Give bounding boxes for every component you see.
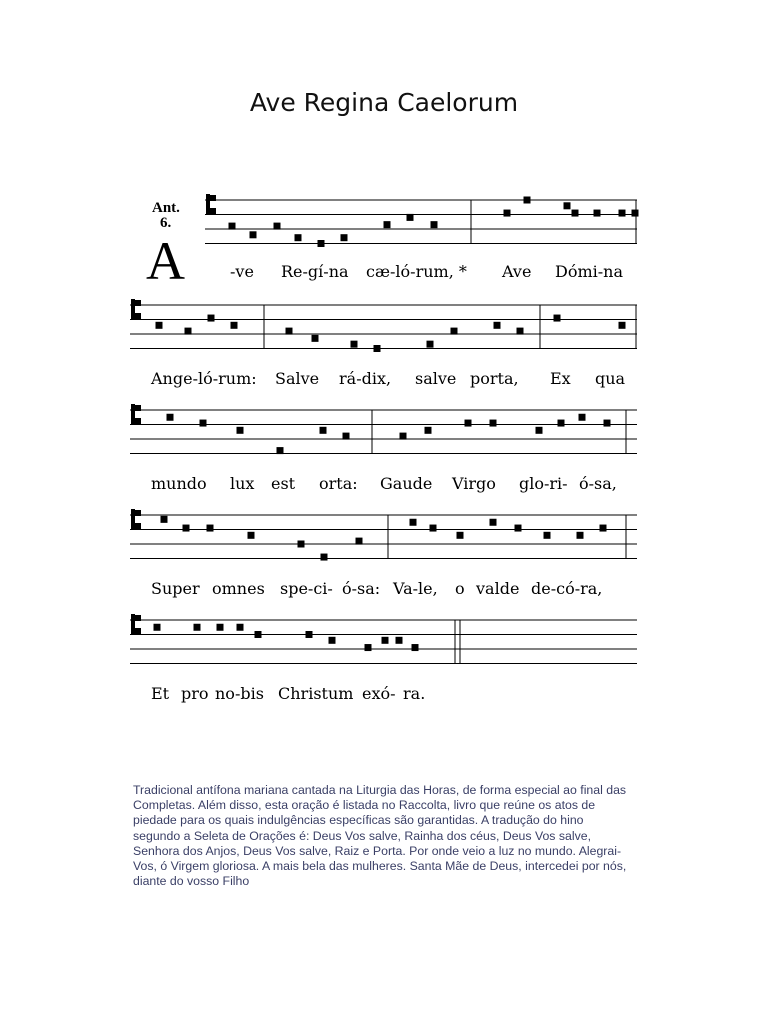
lyric-line-2	[150, 369, 626, 388]
syllable: glo-ri-	[519, 474, 568, 493]
neume-punctum	[351, 341, 358, 348]
clef-icon	[209, 208, 216, 214]
neume-punctum	[229, 223, 236, 230]
clef-icon	[134, 510, 141, 516]
syllable: no-bis	[215, 684, 264, 703]
neume-punctum	[410, 519, 417, 526]
syllable: Super	[151, 579, 200, 598]
mode-label: Ant.	[152, 200, 180, 216]
neume-punctum	[407, 214, 414, 221]
syllable: orta:	[319, 474, 358, 493]
clef-icon	[134, 615, 141, 621]
neume-punctum	[425, 427, 432, 434]
neume-punctum	[544, 532, 551, 539]
syllable: exó-	[362, 684, 396, 703]
neume-punctum	[600, 525, 607, 532]
neume-punctum	[356, 538, 363, 545]
neume-punctum	[298, 541, 305, 548]
neume-punctum	[237, 427, 244, 434]
syllable: de-có-ra,	[531, 579, 603, 598]
syllable: mundo	[151, 474, 207, 493]
neume-punctum	[431, 221, 438, 228]
clef-icon	[134, 300, 141, 306]
neume-punctum	[207, 525, 214, 532]
syllable: -ve	[230, 262, 254, 281]
neume-punctum	[619, 322, 626, 329]
neume-punctum	[517, 328, 524, 335]
neume-punctum	[156, 322, 163, 329]
neume-punctum	[161, 516, 168, 523]
neume-punctum	[274, 223, 281, 230]
lyric-line-5	[151, 684, 425, 703]
neume-punctum	[231, 322, 238, 329]
syllable: Gaude	[380, 474, 433, 493]
neume-punctum	[320, 427, 327, 434]
neume-punctum	[321, 554, 328, 561]
neume-punctum	[312, 335, 319, 342]
neume-punctum	[558, 420, 565, 427]
neume-punctum	[200, 420, 207, 427]
neume-punctum	[384, 221, 391, 228]
neume-punctum	[579, 414, 586, 421]
neume-punctum	[374, 345, 381, 352]
neume-punctum	[427, 341, 434, 348]
neume-punctum	[396, 637, 403, 644]
neume-punctum	[632, 210, 639, 217]
page-title: Ave Regina Caelorum	[249, 88, 519, 117]
syllable: ó-sa,	[579, 474, 617, 493]
neume-punctum	[515, 525, 522, 532]
neume-punctum	[490, 519, 497, 526]
syllable: Re-gí-na	[281, 262, 349, 281]
neume-punctum	[277, 447, 284, 454]
syllable: salve	[415, 369, 457, 388]
syllable: Christum	[278, 684, 354, 703]
clef-icon	[134, 628, 141, 634]
neume-punctum	[237, 624, 244, 631]
neume-punctum	[194, 624, 201, 631]
neume-punctum	[554, 315, 561, 322]
neume-punctum	[183, 525, 190, 532]
clef-icon	[134, 405, 141, 411]
neume-punctum	[524, 197, 531, 204]
neume-punctum	[412, 644, 419, 651]
neume-punctum	[400, 433, 407, 440]
neume-punctum	[572, 210, 579, 217]
clef-icon	[134, 523, 141, 529]
clef-icon	[134, 418, 141, 424]
neume-punctum	[604, 420, 611, 427]
syllable: est	[271, 474, 296, 493]
neume-punctum	[250, 231, 257, 238]
mode-number: 6.	[160, 215, 172, 231]
syllable: spe-ci-	[280, 579, 333, 598]
syllable: Va-le,	[393, 579, 438, 598]
neume-punctum	[167, 414, 174, 421]
syllable: Virgo	[452, 474, 496, 493]
lyric-line-4	[151, 579, 602, 598]
clef-icon	[134, 313, 141, 319]
syllable: lux	[230, 474, 255, 493]
clef-icon	[209, 195, 216, 201]
syllable: Ave	[502, 262, 532, 281]
syllable: Ex	[550, 369, 571, 388]
neume-punctum	[185, 328, 192, 335]
neume-punctum	[457, 532, 464, 539]
syllable: o	[455, 579, 465, 598]
neume-punctum	[494, 322, 501, 329]
syllable: Salve	[275, 369, 320, 388]
initial-letter: A	[146, 231, 185, 291]
description-paragraph: Tradicional antífona mariana cantada na Liturgia das Horas, de forma especial ao final das Completas. Além disso, esta oração é listada no Raccolta, livro que reúne os atos de piedade para os quais indulgências específicas são garantidas. A tradução do hino segundo a Seleta de Orações é: Deus Vos salve, Rainha dos céus, Deus Vos salve, Senhora dos Anjos, Deus Vos salve, Raiz e Porta. Por onde veio a luz no mundo. Alegrai-Vos, ó Virgem gloriosa. A mais bela das mulheres. Santa Mãe de Deus, intercedei por nós, diante do vosso Filho	[133, 783, 627, 889]
neume-punctum	[490, 420, 497, 427]
neume-punctum	[255, 631, 262, 638]
neume-punctum	[248, 532, 255, 539]
neume-punctum	[536, 427, 543, 434]
syllable: Dómi-na	[555, 262, 623, 281]
neume-punctum	[154, 624, 161, 631]
neume-punctum	[564, 202, 571, 209]
lyric-line-1	[230, 262, 623, 281]
neume-punctum	[343, 433, 350, 440]
neume-punctum	[306, 631, 313, 638]
neume-punctum	[295, 234, 302, 241]
neume-punctum	[365, 644, 372, 651]
syllable: qua	[595, 369, 626, 388]
syllable: pro	[181, 684, 209, 703]
neume-punctum	[329, 637, 336, 644]
neume-punctum	[382, 637, 389, 644]
syllable: ó-sa:	[342, 579, 381, 598]
syllable: cæ-ló-rum, *	[366, 262, 467, 281]
neume-punctum	[577, 532, 584, 539]
syllable: Et	[151, 684, 170, 703]
neume-punctum	[430, 525, 437, 532]
neume-punctum	[217, 624, 224, 631]
neume-punctum	[318, 240, 325, 247]
neume-punctum	[619, 210, 626, 217]
neume-punctum	[465, 420, 472, 427]
neume-punctum	[594, 210, 601, 217]
neume-punctum	[341, 234, 348, 241]
neume-punctum	[208, 315, 215, 322]
syllable: ra.	[403, 684, 426, 703]
neume-punctum	[286, 328, 293, 335]
syllable: valde	[476, 579, 520, 598]
syllable: rá-dix,	[339, 369, 392, 388]
syllable: porta,	[470, 369, 519, 388]
neume-punctum	[504, 210, 511, 217]
syllable: Ange-ló-rum:	[151, 369, 257, 388]
lyric-line-3	[151, 474, 617, 493]
syllable: omnes	[212, 579, 265, 598]
neume-punctum	[451, 328, 458, 335]
